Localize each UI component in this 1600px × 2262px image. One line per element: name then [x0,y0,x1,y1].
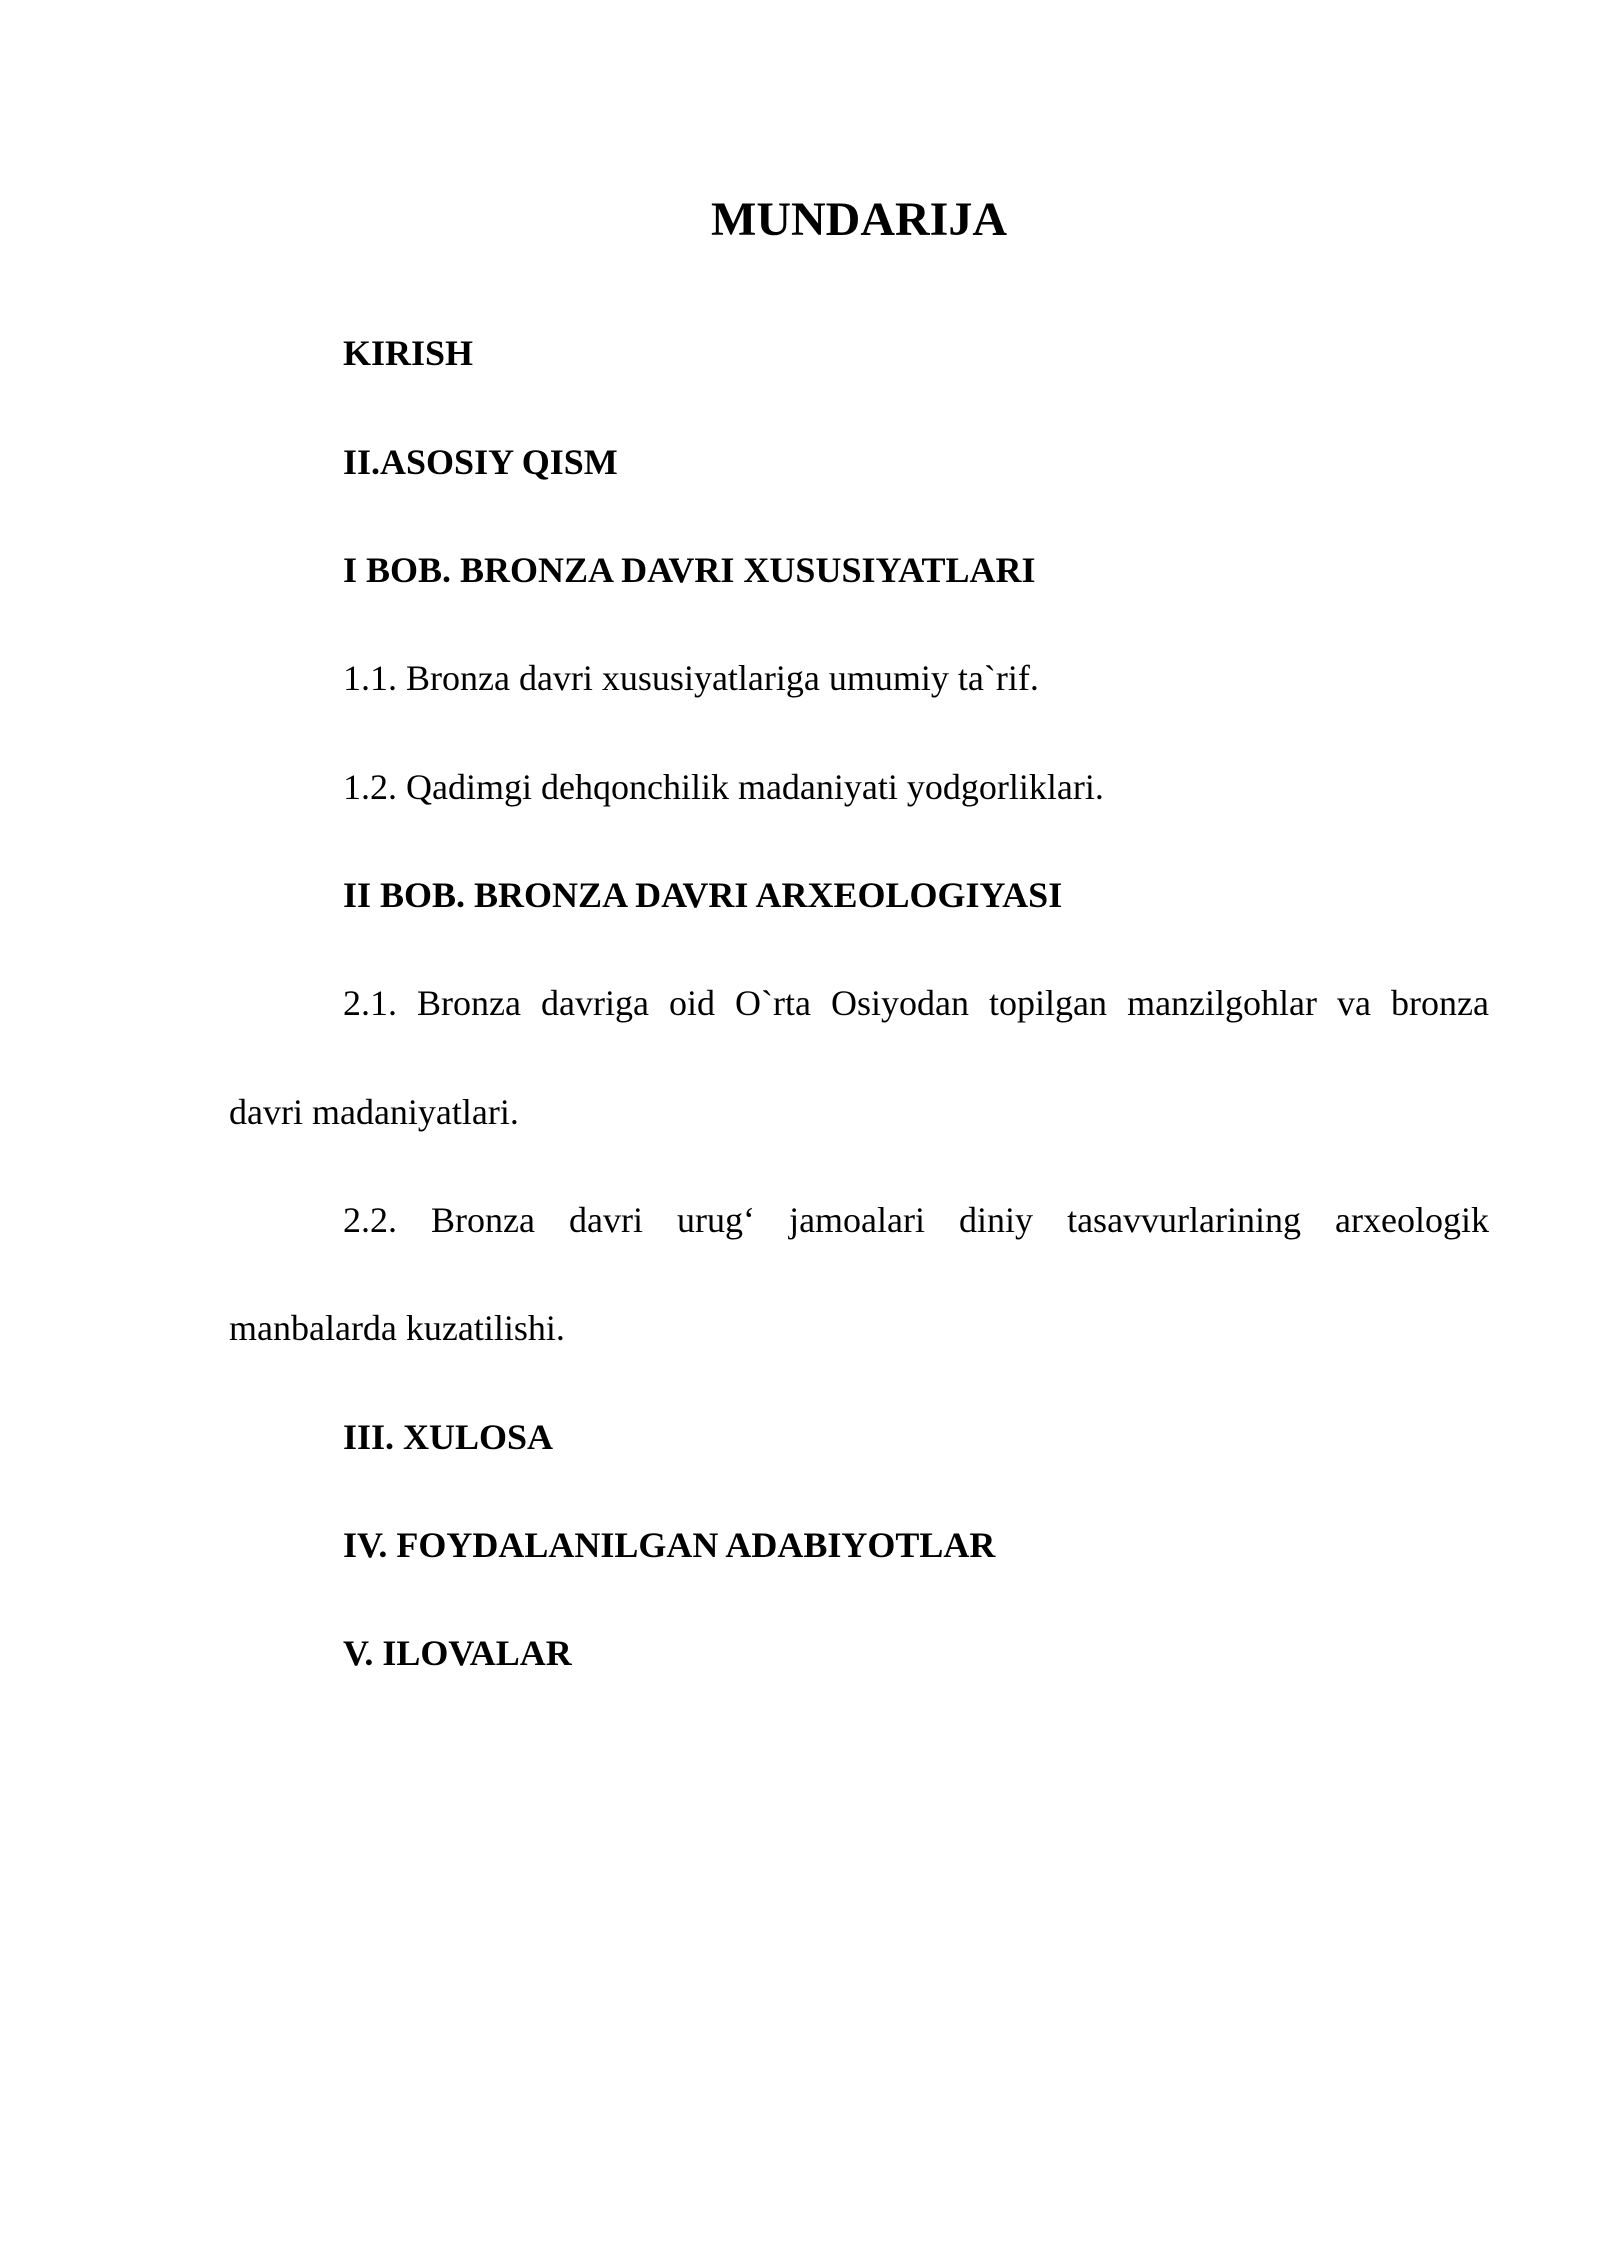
toc-entry-section-1-1: 1.1. Bronza davri xususiyatlariga umumiy ta`rif. [343,658,1039,698]
toc-entry-asosiy-qism: II.ASOSIY QISM [343,442,618,482]
toc-entry-section-2-1-line2: davri madaniyatlari. [229,1092,519,1132]
toc-entry-section-1-2: 1.2. Qadimgi dehqonchilik madaniyati yodgorliklari. [343,767,1104,807]
page-title: MUNDARIJA [711,193,1007,246]
toc-entry-chapter-1: I BOB. BRONZA DAVRI XUSUSIYATLARI [343,550,1036,590]
toc-entry-kirish: KIRISH [343,333,474,373]
toc-entry-xulosa: III. XULOSA [343,1417,554,1457]
toc-entry-adabiyotlar: IV. FOYDALANILGAN ADABIYOTLAR [343,1525,996,1565]
toc-entry-section-2-2-line2: manbalarda kuzatilishi. [229,1308,565,1348]
toc-entry-section-2-1-line1: 2.1. Bronza davriga oid O`rta Osiyodan topilgan manzilgohlar va bronza [343,983,1489,1023]
toc-entry-chapter-2: II BOB. BRONZA DAVRI ARXEOLOGIYASI [343,875,1063,915]
toc-entry-ilovalar: V. ILOVALAR [343,1633,572,1673]
toc-entry-section-2-2-line1: 2.2. Bronza davri urug‘ jamoalari diniy tasavvurlarining arxeologik [343,1200,1489,1240]
